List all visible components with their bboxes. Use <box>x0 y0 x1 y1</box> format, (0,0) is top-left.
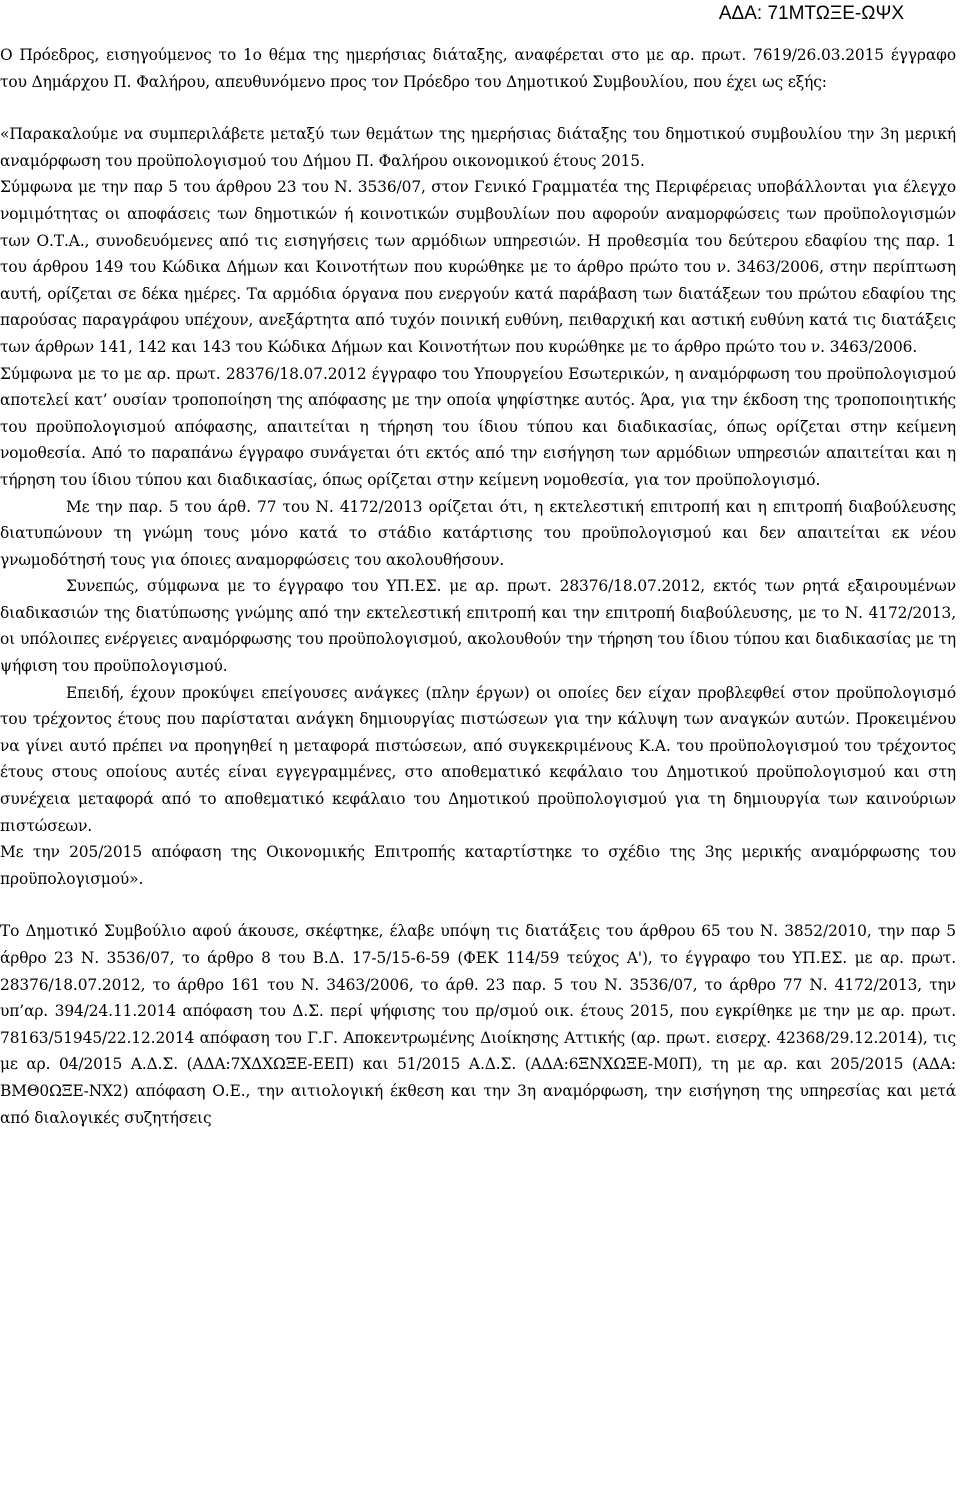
paragraph-article-77: Με την παρ. 5 του άρθ. 77 του Ν. 4172/2013 ορίζεται ότι, η εκτελεστική επιτροπή και η επιτροπή διαβούλευσης διατυπώνουν τη γνώμη τους μόνο κατά το στάδιο κατάρτισης του προϋπολογισμού και δεν απαιτείται εκ νέου γνωμοδότησή τους για όποιες αναμορφώσεις του ακολουθήσουν. <box>0 497 956 569</box>
paragraph-consequently: Συνεπώς, σύμφωνα με το έγγραφο του ΥΠ.ΕΣ. με αρ. πρωτ. 28376/18.07.2012, εκτός των ρητά εξαιρουμένων διαδικασιών της διατύπωσης γνώμης από την εκτελεστική επιτροπή και την επιτροπή διαβούλευσης, με το Ν. 4172/2013, οι υπόλοιπες ενέργειες αναμόρφωσης του προϋπολογισμού, ακολουθούν την τήρηση του ίδιου τύπου και διαδικασίας με τη ψήφιση του προϋπολογισμού. <box>0 577 956 676</box>
paragraph-council-considerations: Το Δημοτικό Συμβούλιο αφού άκουσε, σκέφτηκε, έλαβε υπόψη τις διατάξεις του άρθρου 65 του Ν. 3852/2010, την παρ 5 άρθρο 23 Ν. 3536/07, το άρθρο 8 του Β.Δ. 17-5/15-6-59 (ΦΕΚ 114/59 τεύχος Α'), το έγγραφο του ΥΠ.ΕΣ. με αρ. πρωτ. 28376/18.07.2012, το άρθρο 161 του Ν. 3463/2006, το άρθ. 23 παρ. 5 του Ν. 3536/07, το άρθρο 77 Ν. 4172/2013, την υπ’αρ. 394/24.11.2014 απόφαση του Δ.Σ. περί ψήφισης του πρ/σμού οικ. έτους 2015, που εγκρίθηκε με την με αρ. πρωτ. 78163/51945/22.12.2014 απόφαση του Γ.Γ. Αποκεντρωμένης Διοίκησης Αττικής (αρ. πρωτ. εισερχ. 42368/29.12.2014), τις με αρ. 04/2015 Α.Δ.Σ. (ΑΔΑ:7ΧΔΧΩΞΕ-ΕΕΠ) και 51/2015 Α.Δ.Σ. (ΑΔΑ:6ΞΝΧΩΞΕ-Μ0Π), τη με αρ. και 205/2015 (ΑΔΑ: ΒΜΘ0ΩΞΕ-ΝΧ2) απόφαση Ο.Ε., την αιτιολογική έκθεση και την 3η αναμόρφωση, την εισήγηση της υπηρεσίας και μετά από διαλογικές συζητήσεις <box>0 922 956 1127</box>
document-body <box>0 42 956 1131</box>
paragraph-decision-205: Με την 205/2015 απόφαση της Οικονομικής Επιτροπής καταρτίστηκε το σχέδιο της 3ης μερικής αναμόρφωσης του προϋπολογισμού». <box>0 843 956 888</box>
paragraph-ministry-letter: Σύμφωνα με το με αρ. πρωτ. 28376/18.07.2012 έγγραφο του Υπουργείου Εσωτερικών, η αναμόρφωση του προϋπολογισμού αποτελεί κατ’ ουσίαν τροποποίηση της απόφασης με την οποία ψηφίστηκε αυτός. Άρα, για την έκδοση της τροποποιητικής του προϋπολογισμού απόφασης, απαιτείται η τήρηση του ίδιου τύπου και διαδικασίας, όπως ορίζεται στην κείμενη νομοθεσία. Από το παραπάνω έγγραφο συνάγεται ότι εκτός από την εισήγηση των αρμόδιων υπηρεσιών απαιτείται και η τήρηση του ίδιου τύπου και διαδικασίας, όπως ορίζεται στην κείμενη νομοθεσία, για τον προϋπολογισμό. <box>0 364 956 489</box>
ada-code: ΑΔΑ: 71ΜΤΩΞΕ-ΩΨΧ <box>718 3 904 24</box>
paragraph-intro: Ο Πρόεδρος, εισηγούμενος το 1ο θέμα της ημερήσιας διάταξης, αναφέρεται στο με αρ. πρωτ. 7619/26.03.2015 έγγραφο του Δημάρχου Π. Φαλήρου, απευθυνόμενο προς τον Πρόεδρο του Δημοτικού Συμβουλίου, που έχει ως εξής: <box>0 46 956 91</box>
paragraph-urgent-needs: Επειδή, έχουν προκύψει επείγουσες ανάγκες (πλην έργων) οι οποίες δεν είχαν προβλεφθεί στον προϋπολογισμό του τρέχοντος έτους που παρίσταται ανάγκη δημιουργίας πιστώσεων για την κάλυψη των αναγκών αυτών. Προκειμένου να γίνει αυτό πρέπει να προηγηθεί η μεταφορά πιστώσεων, από συγκεκριμένους Κ.Α. του προϋπολογισμού του τρέχοντος έτους στους οποίους αυτές είναι εγγεγραμμένες, στο αποθεματικό κεφάλαιο του Δημοτικού προϋπολογισμού και στη συνέχεια μεταφορά από το αποθεματικό κεφάλαιο του Δημοτικού προϋπολογισμού για τη δημιουργία των καινούριων πιστώσεων. <box>0 683 956 835</box>
paragraph-request: «Παρακαλούμε να συμπεριλάβετε μεταξύ των θεμάτων της ημερήσιας διάταξης του δημοτικού συμβουλίου την 3η μερική αναμόρφωση του προϋπολογισμού του Δήμου Π. Φαλήρου οικονομικού έτους 2015. <box>0 125 956 170</box>
paragraph-article-23: Σύμφωνα με την παρ 5 του άρθρου 23 του Ν. 3536/07, στον Γενικό Γραμματέα της Περιφέρειας υποβάλλονται για έλεγχο νομιμότητας οι αποφάσεις των δημοτικών ή κοινοτικών συμβουλίων που αφορούν αναμορφώσεις των προϋπολογισμών των Ο.Τ.Α., συνοδευόμενες από τις εισηγήσεις των αρμόδιων υπηρεσιών. Η προθεσμία του δεύτερου εδαφίου της παρ. 1 του άρθρου 149 του Κώδικα Δήμων και Κοινοτήτων που κυρώθηκε με το άρθρο πρώτο του ν. 3463/2006, στην περίπτωση αυτή, ορίζεται σε δέκα ημέρες. Τα αρμόδια όργανα που ενεργούν κατά παράβαση των διατάξεων του πρώτου εδαφίου της παρούσας παραγράφου υπέχουν, ανεξάρτητα από τυχόν ποινική ευθύνη, πειθαρχική και αστική ευθύνη κατά τις διατάξεις των άρθρων 141, 142 και 143 του Κώδικα Δήμων και Κοινοτήτων που κυρώθηκε με το άρθρο πρώτο του ν. 3463/2006. <box>0 178 956 356</box>
